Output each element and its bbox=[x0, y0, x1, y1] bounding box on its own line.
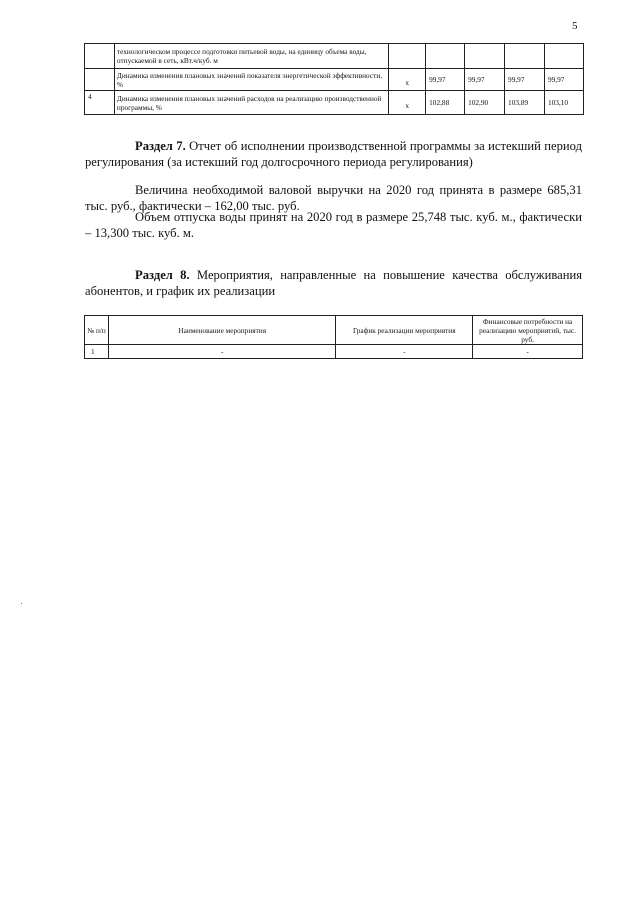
measure-finance: - bbox=[473, 345, 583, 359]
value-cell: 103,89 bbox=[505, 91, 545, 115]
indicator-name: Динамика изменения плановых значений расходов на реализацию производственной программы, % bbox=[114, 91, 388, 115]
column-header-number: № п/п bbox=[85, 316, 109, 345]
unit-cell bbox=[389, 44, 426, 69]
value-cell: 99,97 bbox=[465, 69, 505, 91]
table-row bbox=[85, 345, 583, 359]
column-header-name: Наименование мероприятия bbox=[108, 316, 335, 345]
table-row bbox=[85, 69, 584, 91]
row-number bbox=[85, 44, 115, 69]
page-number: 5 bbox=[572, 20, 578, 32]
value-cell: 103,10 bbox=[544, 91, 583, 115]
value-cell bbox=[544, 44, 583, 69]
value-cell: 99,97 bbox=[505, 69, 545, 91]
table-row bbox=[85, 44, 584, 69]
water-volume-paragraph: Объем отпуска воды принят на 2020 год в размере 25,748 тыс. куб. м., фактически – 13,300 тыс. куб. м. bbox=[85, 210, 582, 240]
table-header-row bbox=[85, 316, 583, 345]
revenue-paragraph: Величина необходимой валовой выручки на 2020 год принята в размере 685,31 тыс. руб., фактически – 162,00 тыс. руб. bbox=[85, 183, 582, 213]
measure-schedule: - bbox=[336, 345, 473, 359]
section-7-title: Отчет об исполнении производственной программы за истекший период регулирования (за истекший год долгосрочного периода регулирования) bbox=[85, 139, 582, 169]
column-header-finance: Финансовые потребности на реализацию мероприятий, тыс. руб. bbox=[473, 316, 583, 345]
value-cell bbox=[505, 44, 545, 69]
row-number bbox=[85, 69, 115, 91]
row-number: 4 bbox=[85, 91, 115, 115]
section-7-heading bbox=[85, 138, 582, 170]
row-number: 1 bbox=[85, 345, 109, 359]
value-cell: 102,90 bbox=[465, 91, 505, 115]
indicators-table bbox=[84, 43, 584, 115]
value-cell bbox=[426, 44, 465, 69]
measure-name: - bbox=[108, 345, 335, 359]
table-row bbox=[85, 91, 584, 115]
scan-speck bbox=[21, 603, 22, 604]
section-8-heading bbox=[85, 267, 582, 299]
section-8-label: Раздел 8. bbox=[135, 268, 190, 282]
indicator-name: Динамика изменения плановых значений показателя энергетической эффективности, % bbox=[114, 69, 388, 91]
unit-cell: х bbox=[389, 91, 426, 115]
section-8-title: Мероприятия, направленные на повышение качества обслуживания абонентов, и график их реализации bbox=[85, 268, 583, 298]
value-cell: 99,97 bbox=[426, 69, 465, 91]
column-header-schedule: График реализации мероприятия bbox=[336, 316, 473, 345]
unit-cell: х bbox=[389, 69, 426, 91]
section-7-label: Раздел 7. bbox=[135, 139, 186, 153]
value-cell: 99,97 bbox=[544, 69, 583, 91]
measures-table bbox=[84, 315, 583, 359]
value-cell bbox=[465, 44, 505, 69]
indicator-name: технологическом процессе подготовки питьевой воды, на единицу объема воды, отпускаемой в сеть, кВт.ч/куб. м bbox=[114, 44, 388, 69]
value-cell: 102,88 bbox=[426, 91, 465, 115]
